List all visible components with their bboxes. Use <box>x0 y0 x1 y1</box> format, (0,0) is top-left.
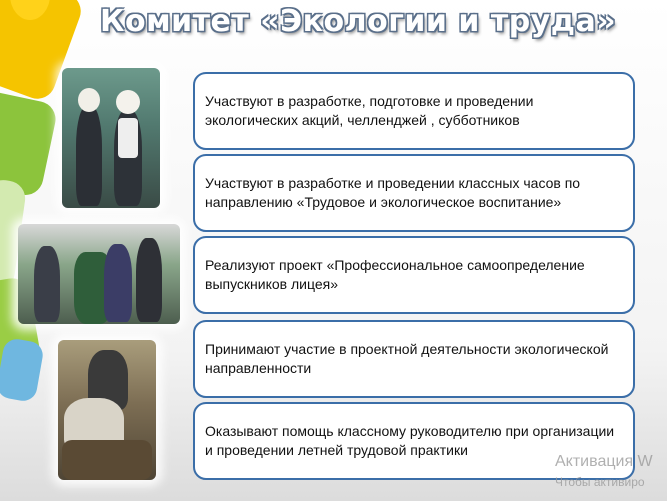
activity-box-2 <box>193 154 635 232</box>
activity-text-4: Принимают участие в проектной деятельности экологической направленности <box>205 341 609 376</box>
activity-box-3 <box>193 236 635 314</box>
activity-text-3: Реализуют проект «Профессиональное самоопределение выпускников лицея» <box>205 257 585 292</box>
activity-box-1 <box>193 72 635 150</box>
windows-activation-watermark <box>555 452 667 501</box>
activity-text-1: Участвуют в разработке, подготовке и проведении экологических акций, челленджей , субботников <box>205 93 534 128</box>
photo-students-cooks <box>62 68 160 208</box>
activity-text-5: Оказывают помощь классному руководителю при организации и проведении летней трудовой практики <box>205 423 615 458</box>
activity-box-4 <box>193 320 635 398</box>
blue-puzzle-piece <box>0 337 45 403</box>
watermark-line-2: Чтобы активиро <box>555 475 645 489</box>
watermark-line-1: Активация W <box>555 453 653 470</box>
photo-tree-planting <box>18 224 180 324</box>
activity-text-2: Участвуют в разработке и проведении классных часов по направлению «Трудовое и экологическое воспитание» <box>205 175 581 210</box>
photo-gardening <box>58 340 156 480</box>
slide-title: Комитет «Экологии и труда» <box>100 4 617 39</box>
